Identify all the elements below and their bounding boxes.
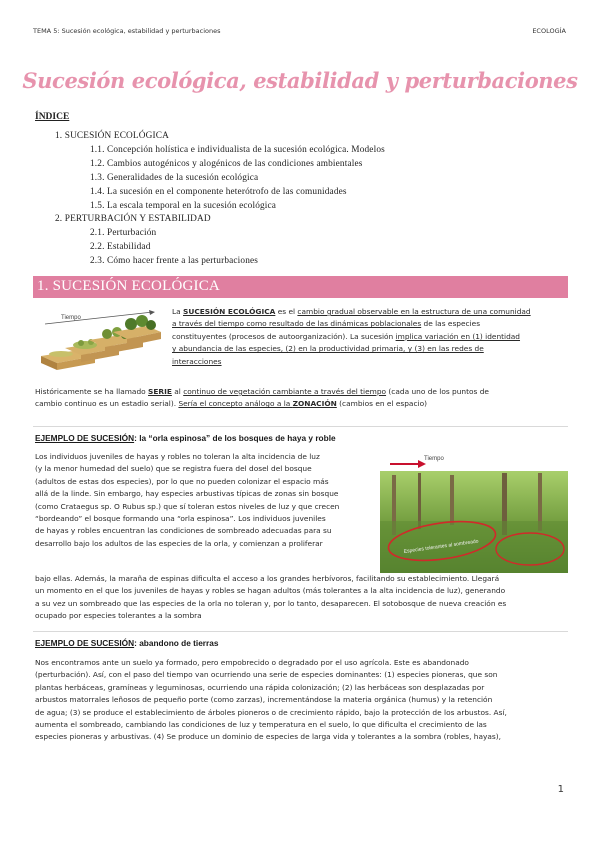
abandono-line: arbustos matorrales leñosos de pequeño porte (como zarzas), incrementándose la materia orgánica (humus) y la retención <box>35 695 493 705</box>
orla-line: Los individuos juveniles de hayas y robles no toleran la alta incidencia de luz <box>35 452 320 461</box>
serie-line-1: Históricamente se ha llamado SERIE al continuo de vegetación cambiante a través del tiempo (cada uno de los puntos de <box>35 387 489 396</box>
definition-line-4: y abundancia de las especies, (2) en la productividad primaria, y (3) en las redes de <box>172 344 484 354</box>
orla-paragraph-wide <box>35 573 568 623</box>
orla-paragraph-narrow <box>35 451 370 550</box>
divider <box>33 426 568 427</box>
photo-time-label: Tiempo <box>424 456 444 462</box>
orla-line: (adultos de estas dos especies), por lo que no pueden colonizar el espacio más <box>35 476 329 486</box>
serie-line-2: cambio continuo es un estadio serial). Sería el concepto análogo a la ZONACIÓN (cambios en el espacio) <box>35 399 427 409</box>
orla-line: de hayas y robles encuentran las condiciones de sombreado adecuadas para su <box>35 526 332 536</box>
orla-line: ocupado por especies tolerantes a la sombra <box>35 611 202 621</box>
abandono-line: Nos encontramos ante un suelo ya formado, pero empobrecido o degradado por el uso agrícola. Este es abandonado <box>35 658 469 667</box>
abandono-line: de agua; (3) se produce el establecimiento de árboles pioneros o de crecimiento rápido, bajo la protección de los arbustos. Así, <box>35 707 507 717</box>
photo-caption: Especies tolerantes al sombreado <box>403 538 479 555</box>
divider <box>33 631 568 632</box>
orla-line: “bordeando” el bosque formando una “orla espinosa”. Los individuos juveniles <box>35 514 326 524</box>
page-title: Sucesión ecológica, estabilidad y perturbaciones <box>22 68 578 93</box>
orla-line: desarrollo bajo los adultos de las especies de la orla, y comienzan a proliferar <box>35 538 323 548</box>
succession-stages-illustration <box>35 306 165 374</box>
toc-item-1-4: 1.4. La sucesión en el componente heterótrofo de las comunidades <box>90 187 347 197</box>
figure-time-label: Tiempo <box>61 315 81 321</box>
orla-line: un momento en el que los juveniles de hayas y robles se hagan adultos (más tolerantes a la alta incidencia de luz), generando <box>35 586 506 596</box>
orla-line: a su vez un sombreado que las especies de la orla no toleran y, por lo tanto, desaparecen. El sotobosque de nueva creación es <box>35 598 507 608</box>
index-heading: ÍNDICE <box>35 112 70 122</box>
toc-item-2-2: 2.2. Estabilidad <box>90 242 151 252</box>
toc-item-1: 1. SUCESIÓN ECOLÓGICA <box>55 131 169 141</box>
abandono-line: especies pioneras y arbustivas. (4) Se produce un dominio de especies de larga vida y tolerantes a la sombra (robles, hayas), <box>35 732 501 742</box>
abandono-line: (perturbación). Así, con el paso del tiempo van ocurriendo una serie de especies dominantes: (1) especies pioneras, que son <box>35 670 498 680</box>
page-number: 1 <box>557 784 564 795</box>
orla-line: (y la menor humedad del suelo) que se registra fuera del dosel del bosque <box>35 464 312 474</box>
abandono-line: plantas herbáceas, gramíneas y leguminosas, ocurriendo una rápida colonización; (2) las herbáceas son desplazadas por <box>35 682 485 692</box>
definition-line-2: a través del tiempo como resultado de las dinámicas poblacionales de las especies <box>172 319 481 329</box>
section-heading-bar <box>33 276 568 298</box>
toc-item-2-3: 2.3. Cómo hacer frente a las perturbaciones <box>90 256 259 266</box>
running-header-topic: TEMA 5: Sucesión ecológica, estabilidad y perturbaciones <box>33 27 221 35</box>
toc-item-1-3: 1.3. Generalidades de la sucesión ecológica <box>90 173 259 183</box>
forest-edge-photo <box>380 451 568 573</box>
toc-item-2: 2. PERTURBACIÓN Y ESTABILIDAD <box>55 214 211 224</box>
toc-item-2-1: 2.1. Perturbación <box>90 228 157 238</box>
toc-item-1-2: 1.2. Cambios autogénicos y alogénicos de las condiciones ambientales <box>90 159 363 169</box>
abandono-paragraph <box>35 657 568 744</box>
toc-item-1-5: 1.5. La escala temporal en la sucesión ecológica <box>90 201 277 211</box>
orla-line: bajo ellas. Además, la maraña de espinas dificulta el acceso a los grandes herbívoros, facilitando su establecimiento. Llegará <box>35 574 500 583</box>
serie-paragraph <box>35 386 568 411</box>
definition-line-1: La SUCESIÓN ECOLÓGICA es el cambio gradual observable en la estructura de una comunidad <box>172 307 531 316</box>
definition-line-5: interacciones <box>172 356 222 366</box>
section-heading: 1. SUCESIÓN ECOLÓGICA <box>37 278 220 294</box>
running-header-subject: ECOLOGÍA <box>532 27 566 35</box>
toc-item-1-1: 1.1. Concepción holística e individualista de la sucesión ecológica. Modelos <box>90 145 385 155</box>
example-heading-orla: EJEMPLO DE SUCESIÓN: la “orla espinosa” de los bosques de haya y roble <box>35 433 336 443</box>
definition-line-3: constituyentes (procesos de autoorganización). La sucesión implica variación en (1) identidad <box>172 331 521 341</box>
abandono-line: aumenta el sombreado, cambiando las condiciones de luz y temperatura en el suelo, lo que dificulta el crecimiento de las <box>35 720 487 730</box>
succession-definition <box>172 306 568 368</box>
orla-line: allá de la linde. Sin embargo, hay especies arbustivas típicas de zonas sin bosque <box>35 489 339 499</box>
example-heading-abandono: EJEMPLO DE SUCESIÓN: abandono de tierras <box>35 638 219 648</box>
orla-line: (como Crataegus sp. O Rubus sp.) que sí toleran estos niveles de luz y que crecen <box>35 501 340 511</box>
